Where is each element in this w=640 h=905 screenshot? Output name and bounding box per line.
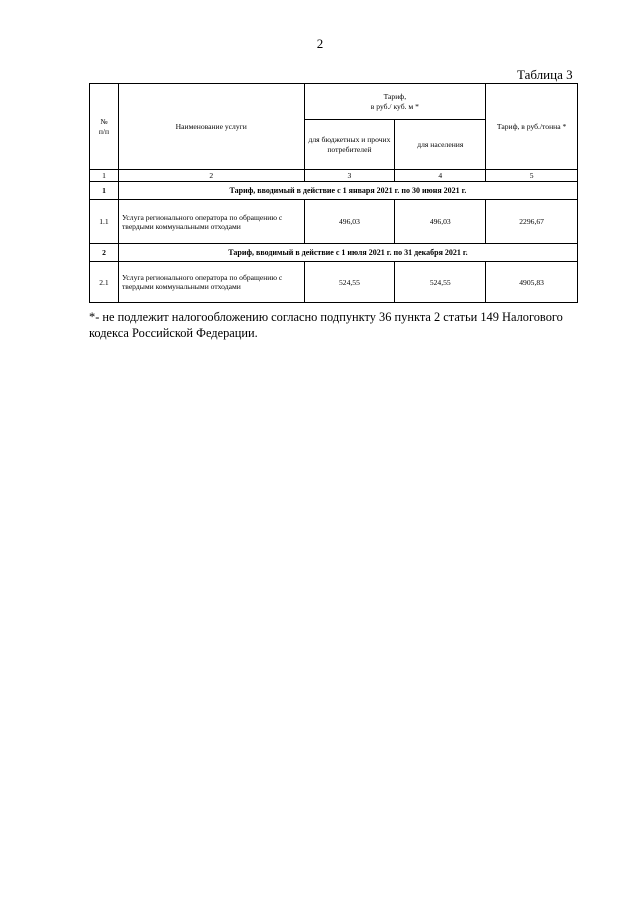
table-caption: Таблица 3 <box>517 67 573 82</box>
col-number: 5 <box>486 170 578 182</box>
row-tariff-population: 524,55 <box>395 262 486 303</box>
section-num: 1 <box>90 182 119 200</box>
row-service: Услуга регионального оператора по обращению с твердыми коммунальными отходами <box>118 262 304 303</box>
header-service: Наименование услуги <box>118 84 304 170</box>
table-row <box>90 200 578 244</box>
section-header-row <box>90 244 578 262</box>
col-number: 1 <box>90 170 119 182</box>
row-tariff-budget: 496,03 <box>304 200 395 244</box>
col-number: 4 <box>395 170 486 182</box>
header-num: № п/п <box>90 84 119 170</box>
row-tariff-population: 496,03 <box>395 200 486 244</box>
footnote: *- не подлежит налогообложению согласно подпункту 36 пункта 2 статьи 149 Налогового кодекса Российской Федерации. <box>89 310 563 340</box>
header-tariff-ton: Тариф, в руб./тонна * <box>486 84 578 170</box>
header-tariff-m3: Тариф, в руб./ куб. м * <box>304 84 486 120</box>
table-row <box>90 262 578 303</box>
page-number: 2 <box>316 36 324 51</box>
row-tariff-ton: 4905,83 <box>486 262 578 303</box>
header-budget: для бюджетных и прочих потребителей <box>304 120 395 170</box>
row-tariff-budget: 524,55 <box>304 262 395 303</box>
section-title: Тариф, вводимый в действие с 1 января 2021 г. по 30 июня 2021 г. <box>118 182 577 200</box>
row-num: 2.1 <box>90 262 119 303</box>
row-tariff-ton: 2296,67 <box>486 200 578 244</box>
section-num: 2 <box>90 244 119 262</box>
section-header-row <box>90 182 578 200</box>
section-title: Тариф, вводимый в действие с 1 июля 2021 г. по 31 декабря 2021 г. <box>118 244 577 262</box>
tariff-table <box>89 83 578 303</box>
row-num: 1.1 <box>90 200 119 244</box>
column-numbers-row <box>90 170 578 182</box>
col-number: 3 <box>304 170 395 182</box>
row-service: Услуга регионального оператора по обращению с твердыми коммунальными отходами <box>118 200 304 244</box>
header-population: для населения <box>395 120 486 170</box>
col-number: 2 <box>118 170 304 182</box>
